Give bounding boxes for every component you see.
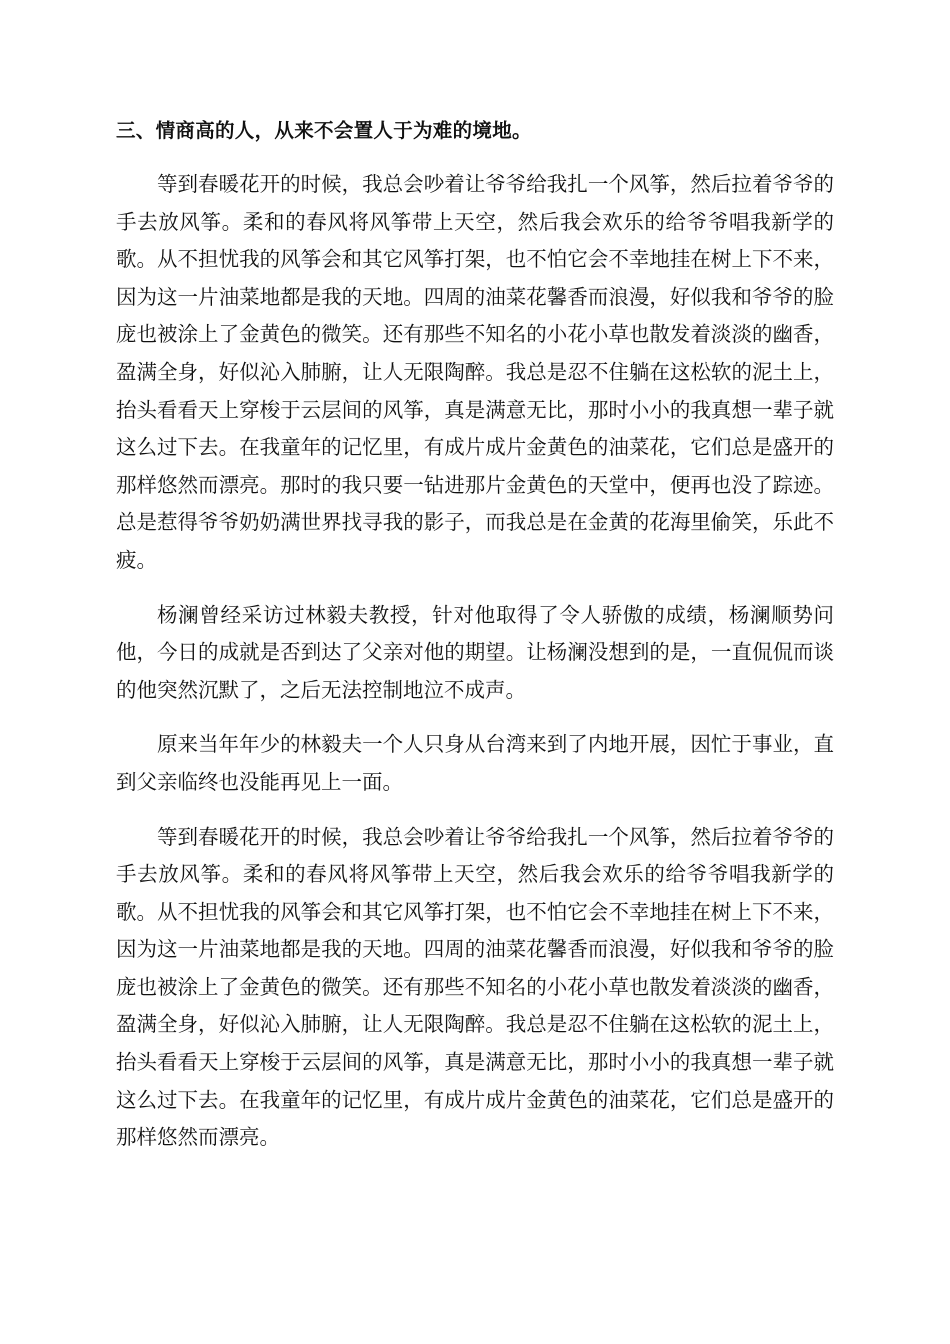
paragraph-interview: 杨澜曾经采访过林毅夫教授，针对他取得了令人骄傲的成绩，杨澜顺势问他，今日的成就是否到达了父亲对他的期望。让杨澜没想到的是，一直侃侃而谈的他突然沉默了，之后无法控制地泣不成声。 [116, 602, 834, 702]
section-heading: 三、情商高的人，从来不会置人于为难的境地。 [116, 119, 532, 142]
document-page [116, 113, 834, 1174]
paragraph-kite-memory-repeat: 等到春暖花开的时候，我总会吵着让爷爷给我扎一个风筝，然后拉着爷爷的手去放风筝。柔和的春风将风筝带上天空，然后我会欢乐的给爷爷唱我新学的歌。从不担忧我的风筝会和其它风筝打架，也不怕它会不幸地挂在树上下不来，因为这一片油菜地都是我的天地。四周的油菜花馨香而浪漫，好似我和爷爷的脸庞也被涂上了金黄色的微笑。还有那些不知名的小花小草也散发着淡淡的幽香，盈满全身，好似沁入肺腑，让人无限陶醉。我总是忍不住躺在这松软的泥土上，抬头看看天上穿梭于云层间的风筝，真是满意无比，那时小小的我真想一辈子就这么过下去。在我童年的记忆里，有成片成片金黄色的油菜花，它们总是盛开的那样悠然而漂亮。 [116, 824, 834, 1150]
paragraph-background: 原来当年年少的林毅夫一个人只身从台湾来到了内地开展，因忙于事业，直到父亲临终也没能再见上一面。 [116, 732, 834, 794]
paragraph-kite-memory: 等到春暖花开的时候，我总会吵着让爷爷给我扎一个风筝，然后拉着爷爷的手去放风筝。柔和的春风将风筝带上天空，然后我会欢乐的给爷爷唱我新学的歌。从不担忧我的风筝会和其它风筝打架，也不怕它会不幸地挂在树上下不来，因为这一片油菜地都是我的天地。四周的油菜花馨香而浪漫，好似我和爷爷的脸庞也被涂上了金黄色的微笑。还有那些不知名的小花小草也散发着淡淡的幽香，盈满全身，好似沁入肺腑，让人无限陶醉。我总是忍不住躺在这松软的泥土上，抬头看看天上穿梭于云层间的风筝，真是满意无比，那时小小的我真想一辈子就这么过下去。在我童年的记忆里，有成片成片金黄色的油菜花，它们总是盛开的那样悠然而漂亮。那时的我只要一钻进那片金黄色的天堂中，便再也没了踪迹。总是惹得爷爷奶奶满世界找寻我的影子，而我总是在金黄的花海里偷笑，乐此不疲。 [116, 172, 834, 572]
